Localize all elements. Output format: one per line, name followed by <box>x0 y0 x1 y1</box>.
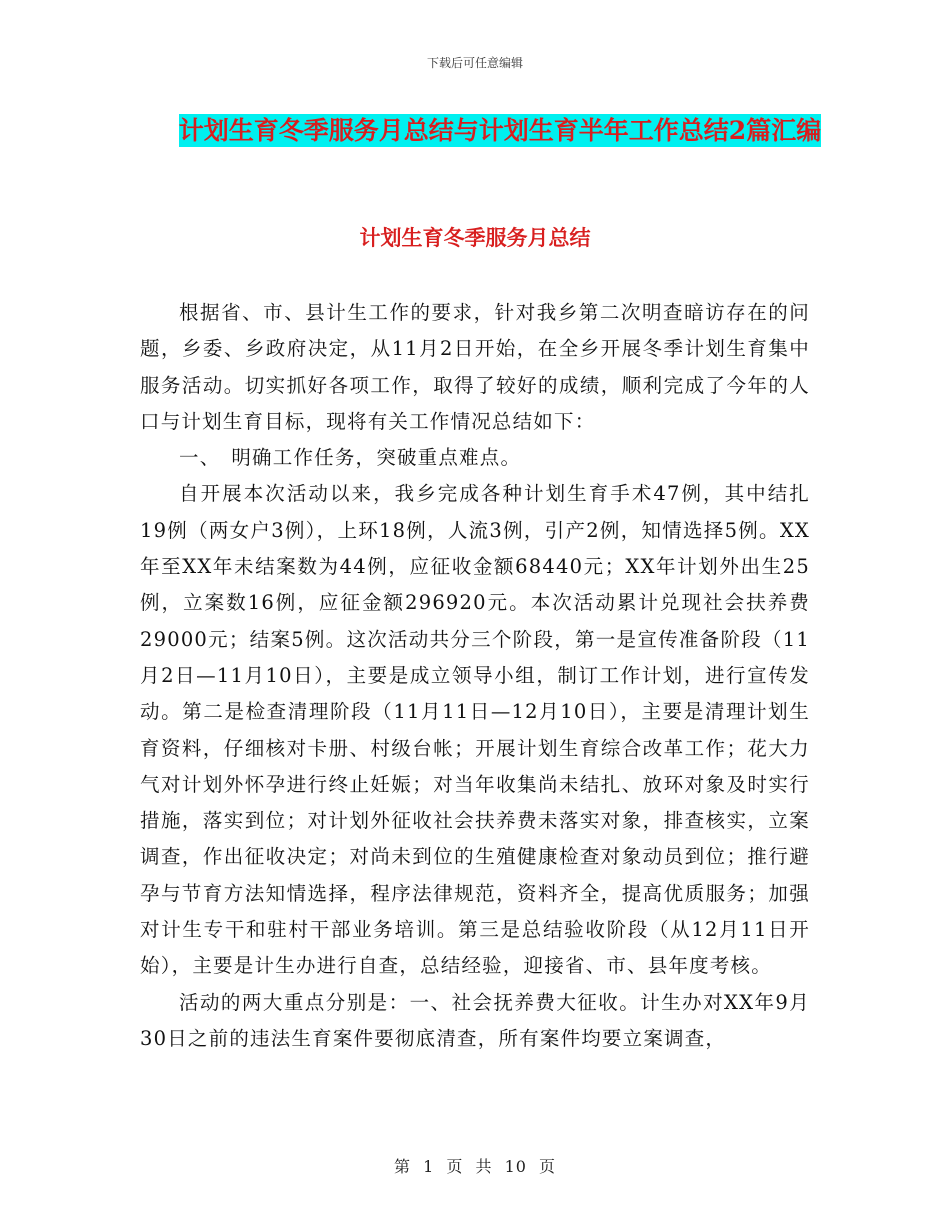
footer-page-number: 1 <box>423 1157 435 1176</box>
document-title-text: 计划生育冬季服务月总结与计划生育半年工作总结2篇汇编 <box>178 116 822 145</box>
document-body <box>140 295 810 1057</box>
paragraph-activity: 自开展本次活动以来，我乡完成各种计划生育手术47例，其中结扎19例（两女户3例），上环18例，人流3例，引产2例，知情选择5例。XX年至XX年未结案数为44例，应征收金额68440元；XX年计划外出生25例，立案数16例，应征金额296920元。本次活动累计兑现社会扶养费29000元；结案5例。这次活动共分三个阶段，第一是宣传准备阶段（11月2日—11月10日），主要是成立领导小组，制订工作计划，进行宣传发动。第二是检查清理阶段（11月11日—12月10日），主要是清理计划生育资料，仔细核对卡册、村级台帐；开展计划生育综合改革工作；花大力气对计划外怀孕进行终止妊娠；对当年收集尚未结扎、放环对象及时实行措施，落实到位；对计划外征收社会扶养费未落实对象，排查核实，立案调查，作出征收决定；对尚未到位的生殖健康检查对象动员到位；推行避孕与节育方法知情选择，程序法律规范，资料齐全，提高优质服务；加强对计生专干和驻村干部业务培训。第三是总结验收阶段（从12月11日开始），主要是计生办进行自查，总结经验，迎接省、市、县年度考核。 <box>140 482 810 978</box>
page-footer <box>0 1154 950 1177</box>
footer-total-pages: 10 <box>504 1157 527 1176</box>
section-title: 计划生育冬季服务月总结 <box>359 225 591 250</box>
paragraph-focus: 活动的两大重点分别是：一、社会抚养费大征收。计生办对XX年9月30日之前的违法生育案件要彻底清查，所有案件均要立案调查， <box>140 990 810 1050</box>
footer-total-unit: 页 <box>539 1157 557 1176</box>
footer-prefix: 第 <box>393 1157 411 1176</box>
footer-page-unit: 页 <box>446 1157 464 1176</box>
header-note: 下载后可任意编辑 <box>426 56 523 70</box>
document-title <box>150 106 850 156</box>
paragraph-heading-1: 一、 明确工作任务，突破重点难点。 <box>179 446 522 470</box>
paragraph-intro: 根据省、市、县计生工作的要求，针对我乡第二次明查暗访存在的问题，乡委、乡政府决定，从11月2日开始，在全乡开展冬季计划生育集中服务活动。切实抓好各项工作，取得了较好的成绩，顺利完成了今年的人口与计划生育目标，现将有关工作情况总结如下： <box>140 301 810 433</box>
footer-total-prefix: 共 <box>475 1157 493 1176</box>
